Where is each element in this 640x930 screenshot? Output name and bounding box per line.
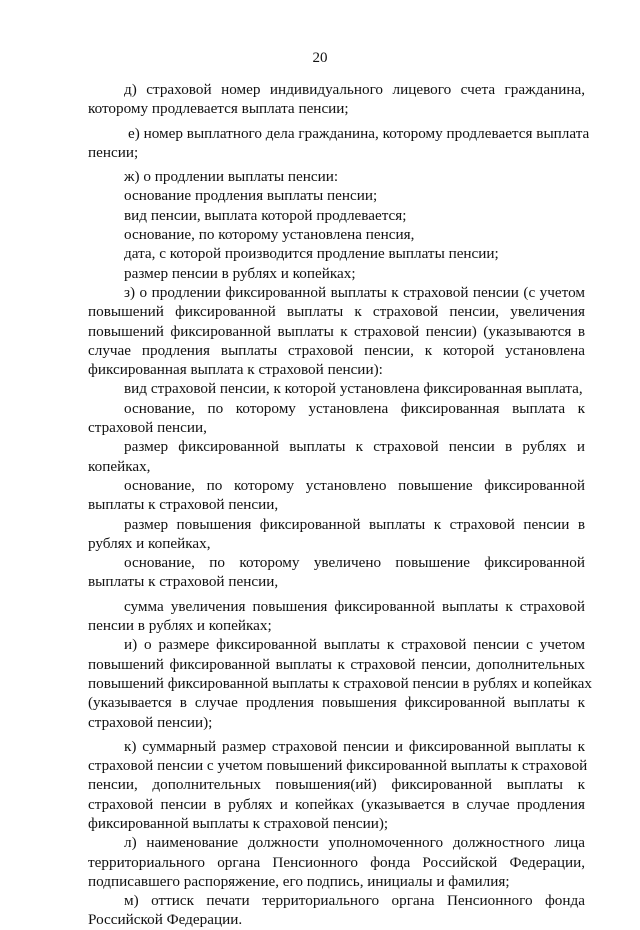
text-line: размер фиксированной выплаты к страховой пенсии в рублях и — [124, 438, 585, 456]
text-line: повышений фиксированной выплаты к страховой пенсии в рублях и копейках — [88, 674, 593, 692]
text-line: выплаты к страховой пенсии, — [88, 496, 279, 514]
paragraph-k — [88, 737, 588, 833]
text-line: дата, с которой производится продление выплаты пенсии; — [124, 245, 499, 263]
text-line: повышений фиксированной выплаты к страховой пенсии) (указываются в — [88, 322, 585, 340]
list-item — [88, 515, 585, 554]
text-line: основание продления выплаты пенсии; — [124, 187, 378, 205]
paragraph-i — [88, 635, 593, 731]
text-line: к) суммарный размер страховой пенсии и фиксированной выплаты к — [124, 737, 585, 755]
list-item — [88, 597, 585, 636]
paragraph-zh — [88, 167, 585, 186]
text-line: (указывается в случае продления повышения фиксированной выплаты к — [88, 694, 585, 712]
text-line: д) страховой номер индивидуального лицевого счета гражданина, — [124, 81, 585, 98]
text-line: фиксированная выплата к страховой пенсии): — [88, 361, 383, 379]
text-line: страховой пенсии с учетом повышений фиксированной выплаты к страховой — [88, 757, 588, 775]
list-item — [88, 186, 585, 205]
text-line: основание, по которому установлено повышение фиксированной — [124, 476, 585, 494]
text-line: и) о размере фиксированной выплаты к страховой пенсии с учетом — [124, 636, 585, 654]
text-line: страховой пенсии в рублях и копейках (указывается в случае продления — [88, 795, 585, 813]
paragraph-z — [88, 283, 585, 379]
text-line: е) номер выплатного дела гражданина, которому продлевается выплата — [128, 124, 590, 142]
text-line: размер повышения фиксированной выплаты к страховой пенсии в — [124, 515, 585, 533]
list-item — [88, 244, 585, 263]
text-line: Российской Федерации. — [88, 911, 243, 929]
paragraph-l — [88, 833, 585, 891]
list-item — [88, 437, 585, 476]
list-item — [88, 476, 585, 515]
text-line: м) оттиск печати территориального органа Пенсионного фонда — [124, 892, 585, 910]
list-item — [88, 206, 585, 225]
paragraph-m — [88, 891, 585, 930]
paragraph-d — [88, 80, 585, 119]
text-line: рублях и копейках, — [88, 534, 211, 552]
text-line: ж) о продлении выплаты пенсии: — [124, 168, 339, 186]
text-line: пенсии в рублях и копейках; — [88, 617, 272, 635]
text-line: пенсии, дополнительных повышения(ий) фиксированной выплаты к — [88, 776, 585, 794]
text-line: основание, по которому установлена пенсия, — [124, 226, 415, 244]
text-line: случае продления выплаты страховой пенсии, к которой установлена — [88, 341, 585, 359]
text-line: фиксированной выплаты к страховой пенсии); — [88, 814, 389, 832]
paragraph-e — [88, 124, 590, 163]
text-line: основание, по которому установлена фиксированная выплата к — [124, 399, 585, 417]
list-item — [88, 264, 585, 283]
document-body — [88, 80, 593, 930]
text-line: повышений фиксированной выплаты к страховой пенсии, увеличения — [88, 303, 585, 321]
list-item — [88, 553, 585, 592]
text-line: пенсии; — [88, 143, 139, 161]
page-number: 20 — [312, 50, 328, 66]
text-line: л) наименование должности уполномоченного должностного лица — [124, 834, 585, 852]
list-item — [88, 379, 585, 398]
text-line: территориального органа Пенсионного фонда Российской Федерации, — [88, 853, 585, 871]
text-line: страховой пенсии, — [88, 419, 207, 437]
text-line: вид пенсии, выплата которой продлевается; — [124, 206, 407, 224]
text-line: вид страховой пенсии, к которой установлена фиксированная выплата, — [124, 380, 583, 398]
text-line: размер пенсии в рублях и копейках; — [124, 264, 356, 282]
text-line: з) о продлении фиксированной выплаты к страховой пенсии (с учетом — [124, 283, 585, 301]
list-item — [88, 399, 585, 438]
text-line: сумма увеличения повышения фиксированной выплаты к страховой — [124, 597, 585, 615]
text-line: выплаты к страховой пенсии, — [88, 573, 279, 591]
list-item — [88, 225, 585, 244]
text-line: повышений фиксированной выплаты к страховой пенсии, дополнительных — [88, 655, 585, 673]
text-line: подписавшего распоряжение, его подпись, инициалы и фамилия; — [88, 872, 510, 890]
text-line: страховой пенсии); — [88, 713, 213, 731]
text-line: которому продлевается выплата пенсии; — [88, 100, 349, 118]
text-line: основание, по которому увеличено повышение фиксированной — [124, 554, 585, 572]
text-line: копейках, — [88, 457, 151, 475]
